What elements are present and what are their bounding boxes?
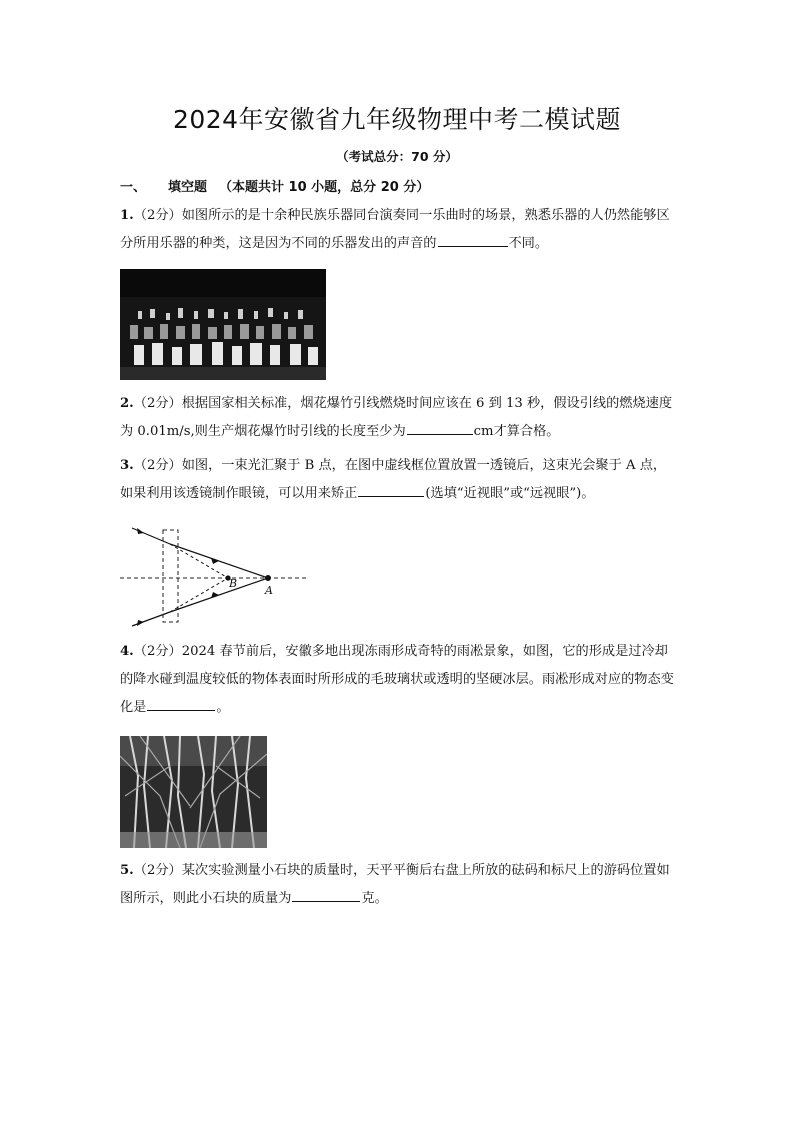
question-number: 4. [120, 644, 134, 659]
arrow-icon [137, 620, 144, 626]
answer-blank[interactable] [147, 695, 215, 711]
point-a-label: A [265, 584, 273, 597]
question-score: （2分） [133, 644, 182, 659]
question-number: 5. [120, 863, 134, 878]
question-score: （2分） [133, 396, 182, 411]
orchestra-photo [120, 269, 326, 380]
section-note: （本题共计 10 小题，总分 20 分） [219, 180, 430, 195]
answer-blank[interactable] [407, 419, 473, 435]
question-text-end: (选填“近视眼”或“远视眼”)。 [425, 486, 595, 501]
point-b-label: B [229, 577, 238, 590]
question-text: 如图所示的是十余种民族乐器同台演奏同一乐曲时的场景，熟悉乐器的人仍然能够区分所用乐器的种类，这是因为不同的乐器发出的声音的 [120, 208, 670, 251]
section-name: 填空题 [168, 180, 208, 195]
answer-blank[interactable] [292, 886, 360, 902]
question-score: （2分） [133, 208, 182, 223]
answer-blank[interactable] [438, 231, 508, 247]
question-text: 2024 春节前后，安徽多地出现冻雨形成奇特的雨凇景象，如图，它的形成是过冷却的降水碰到温度较低的物体表面时所形成的毛玻璃状或透明的坚硬冰层。雨凇形成对应的物态变化是 [120, 644, 674, 715]
section-number: 一、 [120, 180, 147, 195]
question-text-end: 不同。 [508, 236, 549, 251]
lens-ray-diagram [118, 522, 310, 632]
arrow-icon [211, 558, 219, 564]
question-text-end: 克。 [361, 891, 388, 906]
question-1 [120, 202, 676, 258]
arrow-icon [211, 592, 219, 598]
question-4 [120, 638, 676, 722]
question-text: 某次实验测量小石块的质量时，天平平衡后右盘上所放的砝码和标尺上的游码位置如图所示，则此小石块的质量为 [120, 863, 670, 906]
question-score: （2分） [133, 458, 182, 473]
exam-total-score: （考试总分：70 分） [336, 149, 458, 164]
point-a-dot [265, 575, 271, 581]
question-3 [120, 452, 676, 508]
question-text: 如图，一束光汇聚于 B 点，在图中虚线框位置放置一透镜后，这束光会聚于 A 点，如果利用该透镜制作眼镜，可以用来矫正 [120, 458, 667, 501]
question-text: 根据国家相关标准，烟花爆竹引线燃烧时间应该在 6 到 13 秒，假设引线的燃烧速度为 0.01m/s,则生产烟花爆竹时引线的长度至少为 [120, 396, 673, 439]
question-2 [120, 390, 676, 446]
question-number: 1. [120, 208, 134, 223]
answer-blank[interactable] [358, 481, 424, 497]
page-title: 2024年安徽省九年级物理中考二模试题 [172, 105, 622, 134]
section-header [120, 176, 429, 195]
question-number: 2. [120, 396, 134, 411]
arrow-icon [137, 528, 144, 534]
question-score: （2分） [133, 863, 182, 878]
question-text-end: cm才算合格。 [473, 424, 560, 439]
question-text-end: 。 [216, 700, 230, 715]
question-5 [120, 857, 676, 913]
question-number: 3. [120, 458, 134, 473]
rime-ice-photo [120, 736, 267, 848]
